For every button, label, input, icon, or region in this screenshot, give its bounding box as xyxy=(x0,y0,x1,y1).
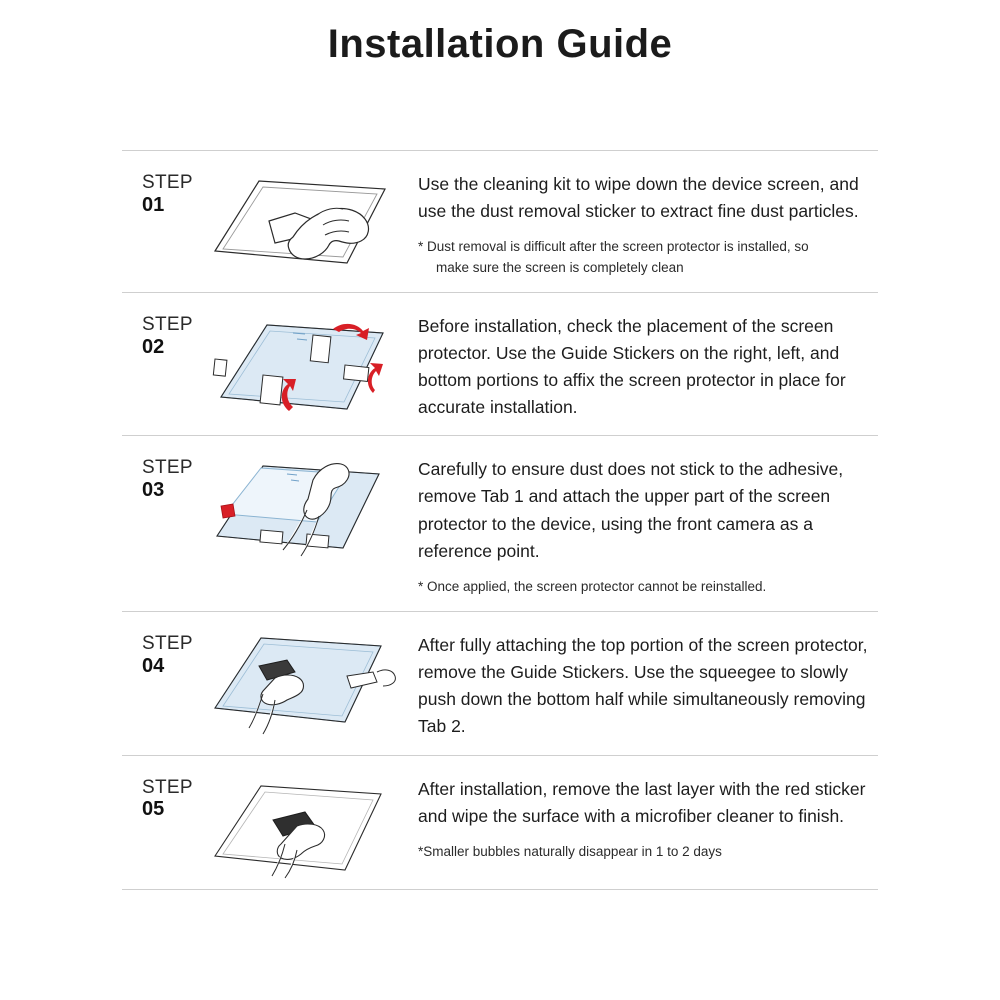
page-title: Installation Guide xyxy=(327,22,673,66)
step-label-05 xyxy=(122,756,194,823)
figure-remove-tab-1-attach-upper xyxy=(194,436,400,569)
step-row xyxy=(122,612,878,755)
step-text-03 xyxy=(400,436,878,611)
step-note-line2: make sure the screen is completely clean xyxy=(436,259,684,275)
step-text-04 xyxy=(400,612,878,755)
step-word: STEP xyxy=(142,776,193,798)
step-body: After fully attaching the top portion of the screen protector, remove the Guide Stickers. Use the squeegee to slowly push down the bottom half while simultaneously removing Tab 2. xyxy=(418,635,868,737)
step-text-01 xyxy=(400,151,878,292)
figure-check-placement-guide-stickers xyxy=(194,293,400,431)
step-body: Use the cleaning kit to wipe down the device screen, and use the dust removal sticker to extract fine dust particles. xyxy=(418,174,859,222)
figure-cleaning-wipe-device xyxy=(194,151,400,279)
step-word: STEP xyxy=(142,313,193,335)
divider-bottom xyxy=(122,889,878,890)
step-number: 02 xyxy=(142,335,165,358)
figure-squeegee-remove-tab-2 xyxy=(194,612,400,745)
steps-list xyxy=(122,150,878,890)
step-number: 04 xyxy=(142,654,165,677)
step-word: STEP xyxy=(142,633,193,654)
step-note xyxy=(418,237,878,278)
step-text-05 xyxy=(400,756,878,877)
step-note: *Smaller bubbles naturally disappear in 1 to 2 days xyxy=(418,843,722,859)
step-body: After installation, remove the last layer with the red sticker and wipe the surface with a microfiber cleaner to finish. xyxy=(418,778,866,826)
step-row xyxy=(122,293,878,436)
figure-remove-last-layer-red-sticker xyxy=(194,756,400,889)
step-number: 03 xyxy=(142,479,165,502)
step-word: STEP xyxy=(142,457,193,479)
step-word: STEP xyxy=(142,172,193,193)
step-label-02 xyxy=(122,293,194,360)
step-row xyxy=(122,756,878,889)
step-number: 01 xyxy=(142,193,165,216)
step-label-04 xyxy=(122,612,194,679)
step-number: 05 xyxy=(142,798,165,821)
step-label-03 xyxy=(122,436,194,503)
step-text-02 xyxy=(400,293,878,436)
step-body: Carefully to ensure dust does not stick to the adhesive, remove Tab 1 and attach the upper part of the screen protector to the device, using the front camera as a reference point. xyxy=(418,459,844,561)
step-body: Before installation, check the placement of the screen protector. Use the Guide Stickers on the right, left, and bottom portions to affix the screen protector in place for accurate installation. xyxy=(418,315,846,418)
step-note-line1: * Dust removal is difficult after the screen protector is installed, so xyxy=(418,239,809,255)
step-row xyxy=(122,151,878,292)
step-label-01 xyxy=(122,151,194,218)
step-note: * Once applied, the screen protector cannot be reinstalled. xyxy=(418,578,767,594)
step-row xyxy=(122,436,878,611)
